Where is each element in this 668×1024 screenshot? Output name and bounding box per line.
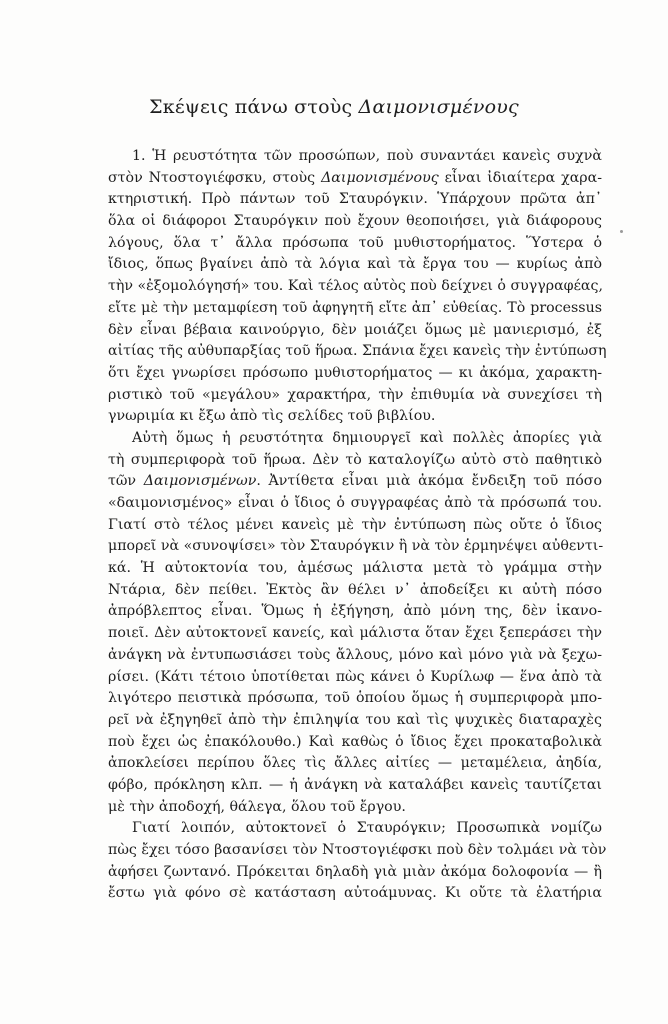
- text-run: ἔστω γιὰ φόνο σὲ κατάσταση αὐτοάμυνας. Κι οὔτε τὰ ἐλατήρια: [108, 885, 602, 902]
- text-line: [108, 428, 602, 450]
- text-run: φόβο, πρόκληση κλπ. — ἡ ἀνάγκη νὰ καταλάβει κανεὶς ταυτίζεται: [108, 776, 602, 793]
- text-run: λόγους, ὅλα τ᾽ ἄλλα πρόσωπα τοῦ μυθιστορήματος. Ὕστερα ὁ: [108, 234, 602, 251]
- text-line: [108, 883, 602, 905]
- text-run: κτηριστική. Πρὸ πάντων τοῦ Σταυρόγκιν. Ὑπάρχουν πρῶτα ἀπ᾽: [108, 191, 602, 208]
- text-run: κά. Ἡ αὐτοκτονία του, ἀμέσως μάλιστα μετὰ τὸ γράμμα στὴν: [108, 560, 602, 577]
- text-line: [108, 558, 602, 580]
- text-line: [108, 233, 602, 255]
- text-run: ἀφήσει ζωντανό. Πρόκειται δηλαδὴ γιὰ μιὰν ἀκόμα δολοφονία — ἢ: [108, 863, 602, 880]
- text-run: Γιατί λοιπόν, αὐτοκτονεῖ ὁ Σταυρόγκιν; Προσωπικὰ νομίζω: [132, 820, 602, 837]
- page-speck: [620, 230, 623, 233]
- italic-title-reference: Δαιμονισμένους: [321, 169, 439, 186]
- text-line: [108, 710, 602, 732]
- text-line: [108, 298, 602, 320]
- text-run: εἴτε μὲ τὴν μεταμφίεση τοῦ ἀφηγητῆ εἴτε ἀπ᾽ εὐθείας. Τὸ processus: [108, 299, 602, 316]
- text-line: [108, 862, 602, 884]
- text-run: λιγότερο πειστικὰ πρόσωπα, τοῦ ὁποίου ὅμως ἡ συμπεριφορὰ μπο-: [108, 690, 602, 707]
- text-run: μπορεῖ νὰ «συνοψίσει» τὸν Σταυρόγκιν ἢ νὰ τὸν ἑρμηνέψει αὐθεντι-: [108, 538, 604, 555]
- text-run: τὴ συμπεριφορὰ τοῦ ἥρωα. Δὲν τὸ καταλογίζω αὐτὸ στὸ παθητικὸ: [108, 451, 602, 468]
- text-line: [108, 840, 607, 862]
- text-line: [108, 341, 607, 363]
- text-line: [108, 732, 602, 754]
- text-run: εἶναι ἰδιαίτερα χαρα-: [438, 169, 602, 186]
- text-line: [108, 601, 602, 623]
- text-line: [108, 775, 602, 797]
- text-run: ὅτι ἔχει γνωρίσει πρόσωπο μυθιστορήματος — κι ἀκόμα, χαρακτη-: [108, 364, 602, 381]
- text-line: [108, 515, 602, 537]
- text-run: ρεῖ νὰ ἐξηγηθεῖ ἀπὸ τὴν ἐπιληψία του καὶ τὶς ψυχικὲς διαταραχὲς: [108, 711, 602, 728]
- text-run: γνωριμία κι ἔξω ἀπὸ τὶς σελίδες τοῦ βιβλίου.: [108, 408, 436, 425]
- chapter-title-italic: Δαιμονισμένους: [358, 96, 519, 118]
- text-line: [108, 818, 602, 840]
- text-run: Γιατί στὸ τέλος μένει κανεὶς μὲ τὴν ἐντύπωση πὼς οὔτε ὁ ἴδιος: [108, 516, 602, 533]
- text-line: [108, 168, 602, 190]
- text-run: . Ἀντίθετα εἶναι μιὰ ἀκόμα ἔνδειξη τοῦ πόσο: [256, 473, 602, 490]
- text-run: ριστικὸ τοῦ «μεγάλου» χαρακτήρα, τὴν ἐπιθυμία νὰ συνεχίσει τὴ: [108, 386, 602, 403]
- chapter-title-prefix: Σκέψεις πάνω στοὺς: [149, 96, 359, 118]
- text-run: στὸν Ντοστογιέφσκυ, στοὺς: [108, 169, 322, 186]
- text-line: [108, 797, 602, 819]
- text-line: [108, 406, 602, 428]
- text-line: [108, 146, 602, 168]
- text-line: [108, 211, 602, 233]
- text-run: Αὐτὴ ὅμως ἡ ρευστότητα δημιουργεῖ καὶ πολλὲς ἀπορίες γιὰ: [132, 429, 602, 446]
- text-run: τῶν: [108, 473, 144, 490]
- chapter-title: [0, 96, 668, 118]
- text-line: [108, 493, 602, 515]
- text-line: [108, 320, 602, 342]
- text-run: ρίσει. (Κάτι τέτοιο ὑποτίθεται πὼς κάνει ὁ Κυρίλωφ — ἕνα ἀπὸ τὰ: [108, 668, 602, 685]
- text-run: τὴν «ἐξομολόγησή» του. Καὶ τέλος αὐτὸς ποὺ δείχνει ὁ συγγραφέας,: [108, 278, 603, 295]
- text-run: ἀποκλείσει περίπου ὅλες τὶς ἄλλες αἰτίες — μεταμέλεια, ἀηδία,: [108, 755, 602, 772]
- text-line: [108, 623, 602, 645]
- text-run: ὅλα οἱ διάφοροι Σταυρόγκιν ποὺ ἔχουν θεοποιήσει, γιὰ διάφορους: [108, 213, 602, 230]
- text-line: [108, 450, 602, 472]
- text-line: [108, 536, 602, 558]
- body-text: [108, 146, 607, 905]
- text-run: μὲ τὴν ἀποδοχή, θάλεγα, ὅλου τοῦ ἔργου.: [108, 798, 406, 815]
- text-line: [108, 189, 602, 211]
- text-line: [108, 667, 602, 689]
- text-run: ποιεῖ. Δὲν αὐτοκτονεῖ κανείς, καὶ μάλιστα ὅταν ἔχει ξεπεράσει τὴν: [108, 625, 602, 642]
- text-run: ἴδιος, ὅπως βγαίνει ἀπὸ τὰ λόγια καὶ τὰ ἔργα του — κυρίως ἀπὸ: [108, 256, 602, 273]
- text-run: ποὺ ἔχει ὡς ἐπακόλουθο.) Καὶ καθὼς ὁ ἴδιος ἔχει προκαταβολικὰ: [108, 733, 602, 750]
- text-run: «δαιμονισμένος» εἶναι ὁ ἴδιος ὁ συγγραφέας ἀπὸ τὰ πρόσωπά του.: [108, 495, 602, 511]
- text-line: [108, 254, 602, 276]
- text-line: [108, 580, 602, 602]
- text-line: [108, 385, 602, 407]
- text-line: [108, 753, 602, 775]
- text-run: ἀνάγκη νὰ ἐντυπωσιάσει τοὺς ἄλλους, μόνο καὶ μόνο γιὰ νὰ ξεχω-: [108, 646, 602, 663]
- text-run: αἰτίας τῆς αὐθυπαρξίας τοῦ ἥρωα. Σπάνια ἔχει κανεὶς τὴν ἐντύπωση: [108, 343, 607, 360]
- text-line: [108, 471, 602, 493]
- text-run: ἀπρόβλεπτος εἶναι. Ὅμως ἡ ἐξήγηση, ἀπὸ μόνη της, δὲν ἱκανο-: [108, 603, 602, 620]
- italic-title-reference: Δαιμονισμένων: [143, 473, 257, 490]
- text-line: [108, 688, 602, 710]
- text-run: Ντάρια, δὲν πείθει. Ἐκτὸς ἂν θέλει ν᾽ ἀποδείξει κι αὐτὴ πόσο: [108, 581, 602, 598]
- text-run: δὲν εἶναι βέβαια καινούργιο, δὲν μοιάζει ὅμως μὲ μανιερισμό, ἐξ: [108, 321, 602, 338]
- text-line: [108, 363, 602, 385]
- text-run: πὼς ἔχει τόσο βασανίσει τὸν Ντοστογιέφσκι ποὺ δὲν τολμάει νὰ τὸν: [108, 842, 607, 858]
- text-run: 1. Ἡ ρευστότητα τῶν προσώπων, ποὺ συναντάει κανεὶς συχνὰ: [132, 148, 602, 164]
- text-line: [108, 645, 602, 667]
- text-line: [108, 276, 602, 298]
